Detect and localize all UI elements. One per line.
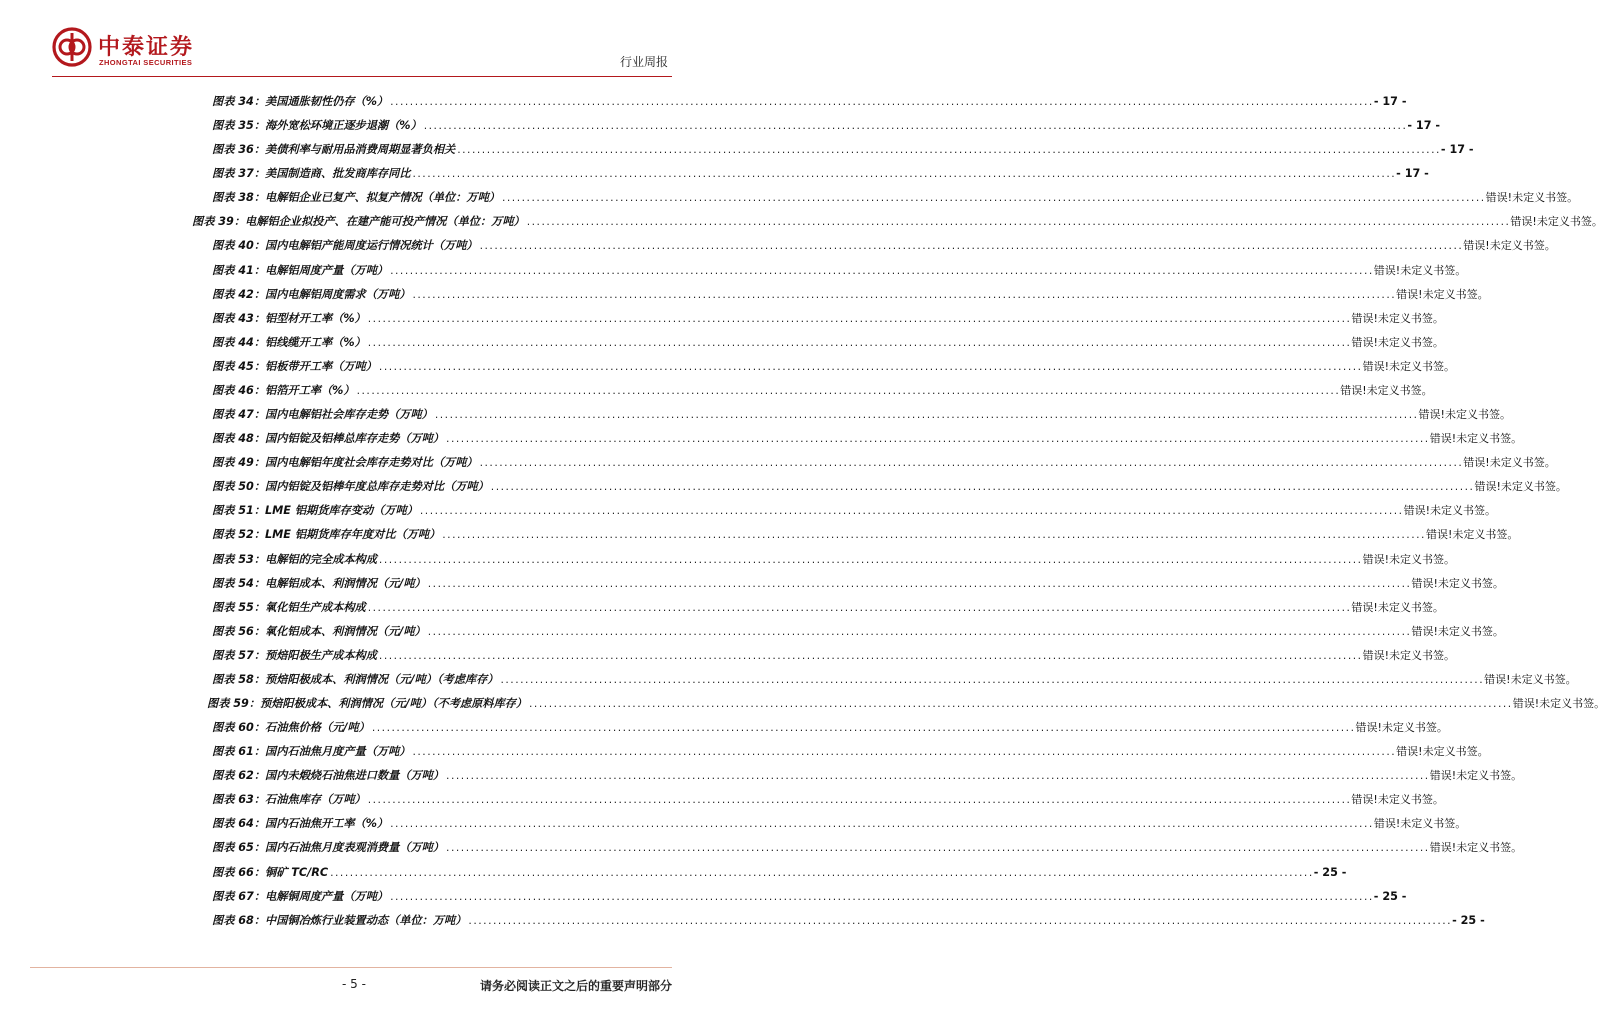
toc-entry-page: - 17 - [1440, 143, 1474, 157]
toc-entry-label: 图表 52：LME 铝期货库存年度对比（万吨） [212, 528, 441, 542]
toc-entry-page: 错误!未定义书签。 [1396, 745, 1489, 759]
dot-leader: ........................................................................................................................................................................................................ [355, 386, 1340, 397]
toc-entry[interactable] [212, 575, 1504, 593]
toc-entry-label: 图表 47：国内电解铝社会库存走势（万吨） [212, 408, 433, 422]
dot-leader: ........................................................................................................................................................................................................ [411, 748, 1396, 759]
toc-entry-label: 图表 56：氧化铝成本、利润情况（元/吨） [212, 624, 426, 638]
toc-entry-label: 图表 51：LME 铝期货库存变动（万吨） [212, 504, 418, 518]
toc-entry-page: - 25 - [1452, 913, 1485, 927]
toc-entry-label: 图表 61：国内石油焦月度产量（万吨） [212, 745, 411, 759]
footer-divider [30, 967, 672, 968]
dot-leader: ........................................................................................................................................................................................................ [411, 170, 1396, 181]
toc-entry-page: - 25 - [1313, 865, 1347, 879]
toc-entry-label: 图表 50：国内铝锭及铝棒年度总库存走势对比（万吨） [212, 480, 489, 494]
dot-leader: ........................................................................................................................................................................................................ [525, 218, 1510, 229]
report-type: 行业周报 [619, 55, 668, 69]
dot-leader: ........................................................................................................................................................................................................ [426, 627, 1411, 638]
toc-entry-page: 错误!未定义书签。 [1411, 576, 1504, 590]
dot-leader: ........................................................................................................................................................................................................ [445, 844, 1429, 855]
toc-entry-page: 错误!未定义书签。 [1373, 817, 1467, 831]
toc-entry-page: 错误!未定义书签。 [1340, 383, 1433, 397]
toc-entry[interactable] [212, 358, 1456, 376]
dot-leader: ........................................................................................................................................................................................................ [389, 266, 1373, 277]
dot-leader: ........................................................................................................................................................................................................ [377, 651, 1362, 662]
toc-entry[interactable] [212, 334, 1444, 352]
toc-entry-page: 错误!未定义书签。 [1373, 263, 1467, 277]
toc-entry[interactable] [212, 623, 1504, 641]
toc-entry[interactable] [212, 189, 1579, 207]
brand-name-en: ZHONGTAI SECURITIES [99, 58, 193, 67]
toc-entry[interactable] [212, 117, 1441, 135]
footer-disclaimer: 请务必阅读正文之后的重要声明部分 [479, 979, 672, 993]
dot-leader: ........................................................................................................................................................................................................ [445, 772, 1429, 783]
toc-entry-page: 错误!未定义书签。 [1474, 480, 1567, 494]
toc-entry-label: 图表 34：美国通胀韧性仍存（%） [212, 95, 389, 108]
dot-leader: ........................................................................................................................................................................................................ [370, 724, 1355, 735]
toc-entry[interactable] [192, 213, 1603, 231]
toc-entry[interactable] [212, 671, 1577, 689]
toc-entry-page: 错误!未定义书签。 [1351, 311, 1444, 325]
toc-entry-label: 图表 65：国内石油焦月度表观消费量（万吨） [212, 841, 445, 855]
dot-leader: ........................................................................................................................................................................................................ [441, 531, 1425, 542]
toc-entry-label: 图表 63：石油焦库存（万吨） [212, 793, 366, 807]
toc-entry-label: 图表 66：铜矿 TC/RC [212, 865, 329, 879]
toc-entry-label: 图表 67：电解铜周度产量（万吨） [212, 889, 389, 903]
toc-entry-label: 图表 49：国内电解铝年度社会库存走势对比（万吨） [212, 456, 478, 470]
toc-entry-page: - 17 - [1407, 119, 1441, 133]
toc-entry[interactable] [212, 912, 1485, 930]
toc-entry[interactable] [212, 888, 1407, 906]
toc-entry-page: 错误!未定义书签。 [1510, 215, 1603, 229]
toc-entry[interactable] [212, 382, 1433, 400]
toc-entry-page: 错误!未定义书签。 [1411, 624, 1504, 638]
dot-leader: ........................................................................................................................................................................................................ [456, 146, 1440, 157]
dot-leader: ........................................................................................................................................................................................................ [366, 603, 1351, 614]
dot-leader: ........................................................................................................................................................................................................ [366, 796, 1351, 807]
dot-leader: ........................................................................................................................................................................................................ [445, 435, 1429, 446]
dot-leader: ........................................................................................................................................................................................................ [329, 868, 1313, 879]
toc-entry[interactable] [212, 478, 1567, 496]
dot-leader: ........................................................................................................................................................................................................ [478, 242, 1463, 253]
brand-name-cn: 中泰证券 [98, 35, 195, 60]
dot-leader: ........................................................................................................................................................................................................ [422, 122, 1407, 133]
toc-entry-label: 图表 55：氧化铝生产成本构成 [212, 600, 366, 614]
toc-entry-label: 图表 42：国内电解铝周度需求（万吨） [212, 287, 411, 301]
toc-entry-label: 图表 64：国内石油焦开工率（%） [212, 817, 389, 831]
toc-entry-label: 图表 37：美国制造商、批发商库存同比 [212, 167, 411, 181]
toc-entry[interactable] [212, 454, 1556, 472]
toc-entry[interactable] [212, 599, 1444, 617]
toc-entry-label: 图表 44：铝线缆开工率（%） [212, 335, 366, 349]
toc-entry-label: 图表 40：国内电解铝产能周度运行情况统计（万吨） [212, 239, 478, 253]
toc-entry-page: - 25 - [1373, 889, 1407, 903]
page-number: - 5 - [342, 977, 366, 991]
dot-leader: ........................................................................................................................................................................................................ [377, 362, 1362, 373]
toc-entry-page: 错误!未定义书签。 [1429, 432, 1523, 446]
toc-entry[interactable] [212, 430, 1523, 448]
toc-entry-label: 图表 38：电解铝企业已复产、拟复产情况（单位：万吨） [212, 191, 500, 205]
toc-entry[interactable] [207, 695, 1605, 713]
toc-entry-label: 图表 36：美债利率与耐用品消费周期显著负相关 [212, 143, 456, 157]
toc-entry[interactable] [212, 165, 1429, 183]
toc-entry[interactable] [212, 93, 1407, 111]
toc-entry[interactable] [212, 502, 1497, 520]
toc-entry-page: 错误!未定义书签。 [1425, 528, 1519, 542]
toc-entry[interactable] [212, 815, 1467, 833]
toc-entry-label: 图表 68：中国铜冶炼行业装置动态（单位：万吨） [212, 913, 467, 927]
toc-entry-page: 错误!未定义书签。 [1512, 697, 1605, 710]
dot-leader: ........................................................................................................................................................................................................ [389, 892, 1373, 903]
dot-leader: ........................................................................................................................................................................................................ [499, 675, 1484, 686]
dot-leader: ........................................................................................................................................................................................................ [366, 338, 1351, 349]
toc-entry[interactable] [212, 286, 1489, 304]
toc-entry-label: 图表 54：电解铝成本、利润情况（元/吨） [212, 576, 426, 590]
toc-entry-label: 图表 58：预焙阳极成本、利润情况（元/吨）（考虑库存） [212, 672, 499, 686]
toc-entry-page: 错误!未定义书签。 [1403, 504, 1497, 518]
toc-entry[interactable] [212, 839, 1523, 857]
dot-leader: ........................................................................................................................................................................................................ [377, 555, 1362, 566]
toc-entry[interactable] [212, 647, 1456, 665]
toc-entry-page: 错误!未定义书签。 [1484, 672, 1577, 686]
dot-leader: ........................................................................................................................................................................................................ [433, 411, 1418, 422]
toc-entry[interactable] [212, 141, 1474, 159]
toc-entry-label: 图表 45：铝板带开工率（万吨） [212, 359, 377, 373]
toc-entry[interactable] [212, 864, 1347, 882]
dot-leader: ........................................................................................................................................................................................................ [528, 700, 1512, 710]
toc-entry[interactable] [212, 526, 1519, 544]
toc-entry-label: 图表 57：预焙阳极生产成本构成 [212, 648, 377, 662]
toc-entry-label: 图表 39：电解铝企业拟投产、在建产能可投产情况（单位：万吨） [192, 215, 525, 229]
toc-entry-page: 错误!未定义书签。 [1351, 600, 1444, 614]
toc-entry-page: 错误!未定义书签。 [1429, 769, 1523, 783]
page-header [0, 0, 724, 80]
toc-entry-label: 图表 59：预焙阳极成本、利润情况（元/吨）（不考虑原料库存） [207, 697, 528, 710]
zhongtai-logo-icon [52, 27, 92, 67]
dot-leader: ........................................................................................................................................................................................................ [478, 459, 1463, 470]
toc-entry-page: 错误!未定义书签。 [1351, 335, 1444, 349]
toc-entry-page: 错误!未定义书签。 [1396, 287, 1489, 301]
toc-entry[interactable] [212, 310, 1444, 328]
toc-entry-page: 错误!未定义书签。 [1351, 793, 1444, 807]
toc-entry-label: 图表 41：电解铝周度产量（万吨） [212, 263, 389, 277]
toc-entry-label: 图表 43：铝型材开工率（%） [212, 311, 366, 325]
dot-leader: ........................................................................................................................................................................................................ [389, 98, 1373, 108]
toc-entry-label: 图表 53：电解铝的完全成本构成 [212, 552, 377, 566]
dot-leader: ........................................................................................................................................................................................................ [489, 483, 1474, 494]
toc-entry-label: 图表 48：国内铝锭及铝棒总库存走势（万吨） [212, 432, 445, 446]
dot-leader: ........................................................................................................................................................................................................ [411, 290, 1396, 301]
dot-leader: ........................................................................................................................................................................................................ [366, 314, 1351, 325]
dot-leader: ........................................................................................................................................................................................................ [426, 579, 1411, 590]
toc-entry[interactable] [212, 262, 1467, 280]
toc-entry[interactable] [212, 743, 1489, 761]
toc-entry-page: 错误!未定义书签。 [1362, 552, 1456, 566]
toc-entry[interactable] [212, 237, 1556, 255]
toc-entry-page: - 17 - [1396, 167, 1429, 181]
toc-entry-label: 图表 46：铝箔开工率（%） [212, 383, 355, 397]
dot-leader: ........................................................................................................................................................................................................ [467, 916, 1452, 927]
toc-entry[interactable] [212, 406, 1511, 424]
dot-leader: ........................................................................................................................................................................................................ [389, 820, 1373, 831]
toc-entry-page: 错误!未定义书签。 [1362, 359, 1456, 373]
dot-leader: ........................................................................................................................................................................................................ [418, 507, 1403, 518]
toc-entry-label: 图表 62：国内未煅烧石油焦进口数量（万吨） [212, 769, 445, 783]
toc-entry-label: 图表 35：海外宽松环境正逐步退潮（%） [212, 119, 422, 133]
dot-leader: ........................................................................................................................................................................................................ [500, 194, 1485, 205]
toc-entry[interactable] [212, 551, 1456, 569]
toc-entry[interactable] [212, 767, 1523, 785]
toc-entry-page: - 17 - [1373, 95, 1407, 108]
toc-entry-label: 图表 60：石油焦价格（元/吨） [212, 721, 370, 735]
toc-entry-page: 错误!未定义书签。 [1463, 239, 1556, 253]
toc-entry-page: 错误!未定义书签。 [1485, 191, 1579, 205]
toc-entry[interactable] [212, 719, 1448, 737]
toc-entry-page: 错误!未定义书签。 [1429, 841, 1523, 855]
toc-entry-page: 错误!未定义书签。 [1362, 648, 1456, 662]
header-divider [52, 76, 672, 77]
toc-entry[interactable] [212, 791, 1444, 809]
toc-entry-page: 错误!未定义书签。 [1418, 408, 1511, 422]
toc-entry-page: 错误!未定义书签。 [1463, 456, 1556, 470]
toc-entry-page: 错误!未定义书签。 [1355, 721, 1448, 735]
